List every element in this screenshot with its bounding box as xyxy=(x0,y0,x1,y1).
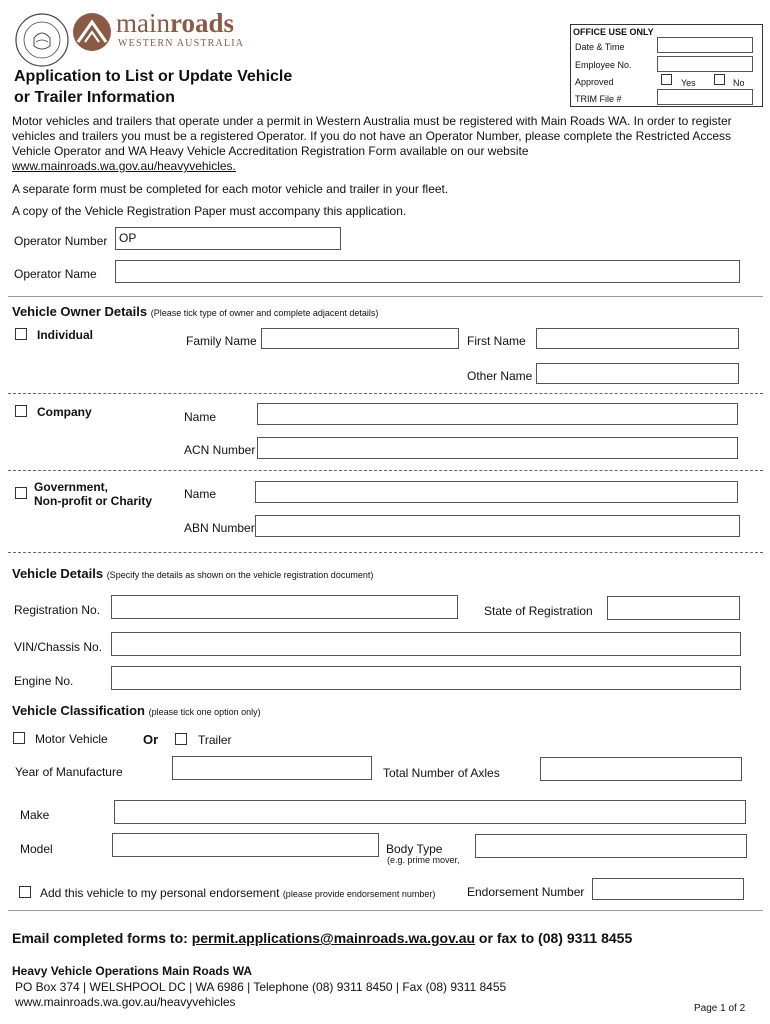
other-name-label: Other Name xyxy=(467,369,533,383)
office-trim-field[interactable] xyxy=(657,89,753,105)
first-name-field[interactable] xyxy=(536,328,739,349)
divider xyxy=(8,296,763,297)
registration-field[interactable] xyxy=(111,595,458,619)
office-date-field[interactable] xyxy=(657,37,753,53)
mainroads-logo xyxy=(72,10,252,56)
axles-label: Total Number of Axles xyxy=(383,766,500,780)
brand-main: main xyxy=(116,8,170,38)
government-checkbox[interactable] xyxy=(15,487,27,499)
divider xyxy=(8,470,763,471)
body-type-label: Body Type xyxy=(386,842,443,856)
approved-yes-label: Yes xyxy=(681,78,696,88)
operator-number-value: OP xyxy=(119,231,137,245)
operator-number-label: Operator Number xyxy=(14,234,108,248)
government-label-line1: Government, xyxy=(34,480,109,494)
owner-heading-note: (Please tick type of owner and complete adjacent details) xyxy=(150,308,379,318)
operator-name-label: Operator Name xyxy=(14,267,97,281)
owner-section-heading xyxy=(12,304,378,319)
body-type-example: (e.g. prime mover, xyxy=(387,855,460,865)
state-label: State of Registration xyxy=(484,604,593,618)
first-name-label: First Name xyxy=(467,334,526,348)
intro-paragraph xyxy=(12,114,752,174)
family-name-field[interactable] xyxy=(261,328,459,349)
classification-heading-text: Vehicle Classification xyxy=(12,703,145,718)
company-checkbox[interactable] xyxy=(15,405,27,417)
model-field[interactable] xyxy=(112,833,379,857)
classification-heading-note: (please tick one option only) xyxy=(148,707,261,717)
office-use-panel xyxy=(570,24,763,107)
endorsement-number-field[interactable] xyxy=(592,878,744,900)
endorsement-note: (please provide endorsement number) xyxy=(282,889,436,899)
vehicle-heading-note: (Specify the details as shown on the vehicle registration document) xyxy=(106,570,374,580)
operator-number-field[interactable] xyxy=(115,227,341,250)
approved-yes-checkbox[interactable] xyxy=(661,74,672,85)
acn-number-field[interactable] xyxy=(257,437,738,459)
company-name-field[interactable] xyxy=(257,403,738,425)
company-label: Company xyxy=(37,405,92,419)
vin-field[interactable] xyxy=(111,632,741,656)
government-label xyxy=(34,480,152,508)
fax-text: or fax to (08) 9311 8455 xyxy=(475,930,633,946)
vehicle-section-heading xyxy=(12,566,373,581)
footer-website[interactable]: www.mainroads.wa.gov.au/heavyvehicles xyxy=(15,995,236,1009)
copy-note: A copy of the Vehicle Registration Paper must accompany this application. xyxy=(12,204,407,218)
page-title xyxy=(14,66,292,108)
vehicle-heading-text: Vehicle Details xyxy=(12,566,104,581)
address-line: PO Box 374 | WELSHPOOL DC | WA 6986 | Telephone (08) 9311 8450 | Fax (08) 9311 8455 xyxy=(15,980,507,994)
make-field[interactable] xyxy=(114,800,746,824)
wa-crest xyxy=(14,12,70,68)
endorsement-checkbox[interactable] xyxy=(19,886,31,898)
divider xyxy=(8,552,763,553)
trailer-label: Trailer xyxy=(198,733,232,747)
vin-label: VIN/Chassis No. xyxy=(14,640,103,654)
year-field[interactable] xyxy=(172,756,372,780)
endorsement-text: Add this vehicle to my personal endorsement xyxy=(40,886,280,900)
operator-name-field[interactable] xyxy=(115,260,740,283)
endorsement-label xyxy=(40,886,435,900)
email-link[interactable]: permit.applications@mainroads.wa.gov.au xyxy=(191,930,476,946)
registration-label: Registration No. xyxy=(14,603,101,617)
office-use-title: OFFICE USE ONLY xyxy=(573,27,654,37)
owner-heading-text: Vehicle Owner Details xyxy=(12,304,148,319)
office-trim-label: TRIM File # xyxy=(575,94,622,104)
endorsement-number-label: Endorsement Number xyxy=(467,885,585,899)
page-number: Page 1 of 2 xyxy=(694,1003,746,1014)
company-name-label: Name xyxy=(184,410,217,424)
acn-number-label: ACN Number xyxy=(184,443,256,457)
email-prefix: Email completed forms to: xyxy=(12,930,192,946)
trailer-checkbox[interactable] xyxy=(175,733,187,745)
state-field[interactable] xyxy=(607,596,740,620)
government-name-field[interactable] xyxy=(255,481,738,503)
approved-no-label: No xyxy=(733,78,745,88)
abn-number-field[interactable] xyxy=(255,515,740,537)
office-employee-field[interactable] xyxy=(657,56,753,72)
title-line-2: or Trailer Information xyxy=(14,89,175,106)
or-label: Or xyxy=(143,732,159,747)
body-type-field[interactable] xyxy=(475,834,747,858)
brand-sub: WESTERN AUSTRALIA xyxy=(118,38,245,49)
abn-number-label: ABN Number xyxy=(184,521,255,535)
separate-form-note: A separate form must be completed for each motor vehicle and trailer in your fleet. xyxy=(12,182,449,196)
motor-vehicle-label: Motor Vehicle xyxy=(35,732,108,746)
office-employee-label: Employee No. xyxy=(575,60,632,70)
brand-roads: roads xyxy=(170,8,235,38)
classification-section-heading xyxy=(12,703,261,718)
divider xyxy=(8,393,763,394)
org-name: Heavy Vehicle Operations Main Roads WA xyxy=(12,964,253,978)
individual-label: Individual xyxy=(37,328,94,342)
family-name-label: Family Name xyxy=(186,334,257,348)
office-date-label: Date & Time xyxy=(575,42,625,52)
government-label-line2: Non-profit or Charity xyxy=(34,494,152,508)
email-instruction xyxy=(12,930,632,946)
model-label: Model xyxy=(20,842,53,856)
other-name-field[interactable] xyxy=(536,363,739,384)
government-name-label: Name xyxy=(184,487,217,501)
year-label: Year of Manufacture xyxy=(15,765,123,779)
make-label: Make xyxy=(20,808,50,822)
engine-field[interactable] xyxy=(111,666,741,690)
title-line-1: Application to List or Update Vehicle xyxy=(14,68,293,85)
website-link[interactable]: www.mainroads.wa.gov.au/heavyvehicles. xyxy=(12,159,236,173)
approved-no-checkbox[interactable] xyxy=(714,74,725,85)
divider xyxy=(8,910,763,911)
axles-field[interactable] xyxy=(540,757,742,781)
intro-text: Motor vehicles and trailers that operate under a permit in Western Australia must be registered with Main Roads WA. In order to register vehicles and trailers you must be a registered Operator. If you do not have an Operator Number, please complete the Restricted Access Vehicle Operator and WA Heavy Vehicle Accreditation Registration Form available on our website xyxy=(12,114,732,158)
motor-vehicle-checkbox[interactable] xyxy=(13,732,25,744)
individual-checkbox[interactable] xyxy=(15,328,27,340)
engine-label: Engine No. xyxy=(14,674,74,688)
office-approved-label: Approved xyxy=(575,77,614,87)
